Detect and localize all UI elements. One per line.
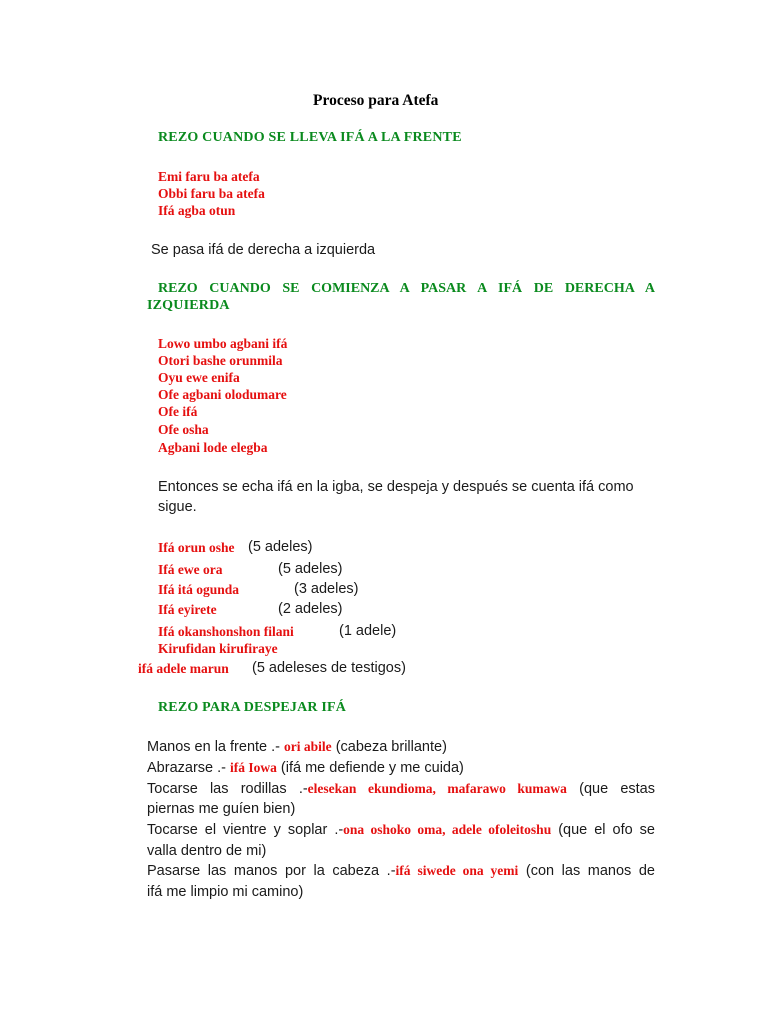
section2-heading: REZO CUANDO SE COMIENZA A PASAR A IFÁ DE DERECHA A [158,281,655,296]
ritual-meaning: (ifá me defiende y me cuida) [280,760,464,776]
ritual-line [147,781,655,797]
ritual-meaning: (cabeza brillante) [335,739,447,755]
ritual-action: Tocarse el vientre y soplar .- [147,822,344,838]
count-desc: (2 adeles) [278,601,343,617]
prayer-line: Otori bashe orunmila [158,353,283,368]
ritual-prayer: elesekan ekundioma, mafarawo kumawa [307,781,567,796]
ritual-meaning: (que estas [579,781,655,797]
count-term: Ifá okanshonshon filani [158,624,294,639]
prayer-line: Ifá agba otun [158,203,236,218]
prayer-line: Ofe agbani olodumare [158,387,287,402]
ritual-line [147,739,447,755]
prayer-line: Ofe ifá [158,404,198,419]
count-desc: (3 adeles) [294,581,359,597]
paragraph-line: Entonces se echa ifá en la igba, se despeja y después se cuenta ifá como [158,479,634,495]
ritual-action: Tocarse las rodillas .- [147,781,308,797]
ritual-prayer: ifá Iowa [230,760,277,775]
count-desc: (5 adeleses de testigos) [252,660,406,676]
ritual-meaning: (con las manos de [525,863,655,879]
page-title: Proceso para Atefa [313,92,439,109]
count-desc: (1 adele) [339,623,397,639]
section2-heading-cont: IZQUIERDA [147,298,230,313]
count-desc: (5 adeles) [278,561,343,577]
ritual-action: Manos en la frente .- [147,739,280,755]
count-desc: (5 adeles) [248,539,313,555]
ritual-prayer: ona oshoko oma, adele ofoleitoshu [343,822,552,837]
count-term: Ifá orun oshe [158,540,235,555]
ritual-prayer: ifá siwede ona yemi [395,863,519,878]
section1-heading: REZO CUANDO SE LLEVA IFÁ A LA FRENTE [158,130,462,145]
prayer-line: Lowo umbo agbani ifá [158,336,288,351]
prayer-line: Agbani lode elegba [158,440,268,455]
section3-heading: REZO PARA DESPEJAR IFÁ [158,700,347,715]
ritual-line-cont: piernas me guíen bien) [147,801,296,817]
ritual-prayer: ori abile [284,739,332,754]
ritual-line-cont: ifá me limpio mi camino) [147,884,304,900]
prayer-line: Ofe osha [158,422,209,437]
ritual-action: Abrazarse .- [147,760,226,776]
ritual-meaning: (que el ofo se [558,822,655,838]
instruction-note: Se pasa ifá de derecha a izquierda [151,242,376,258]
paragraph-line: sigue. [158,499,197,515]
prayer-line: Obbi faru ba atefa [158,186,265,201]
prayer-line: Oyu ewe enifa [158,370,240,385]
count-term: Ifá itá ogunda [158,582,240,597]
prayer-line: Emi faru ba atefa [158,169,260,184]
ritual-line [147,863,655,879]
ritual-line-cont: valla dentro de mi) [147,843,267,859]
count-term: ifá adele marun [138,661,229,676]
count-term: Kirufidan kirufiraye [158,641,278,656]
count-term: Ifá ewe ora [158,562,223,577]
ritual-line [147,760,464,776]
count-term: Ifá eyirete [158,602,217,617]
ritual-action: Pasarse las manos por la cabeza .- [147,863,396,879]
ritual-line [147,822,655,838]
